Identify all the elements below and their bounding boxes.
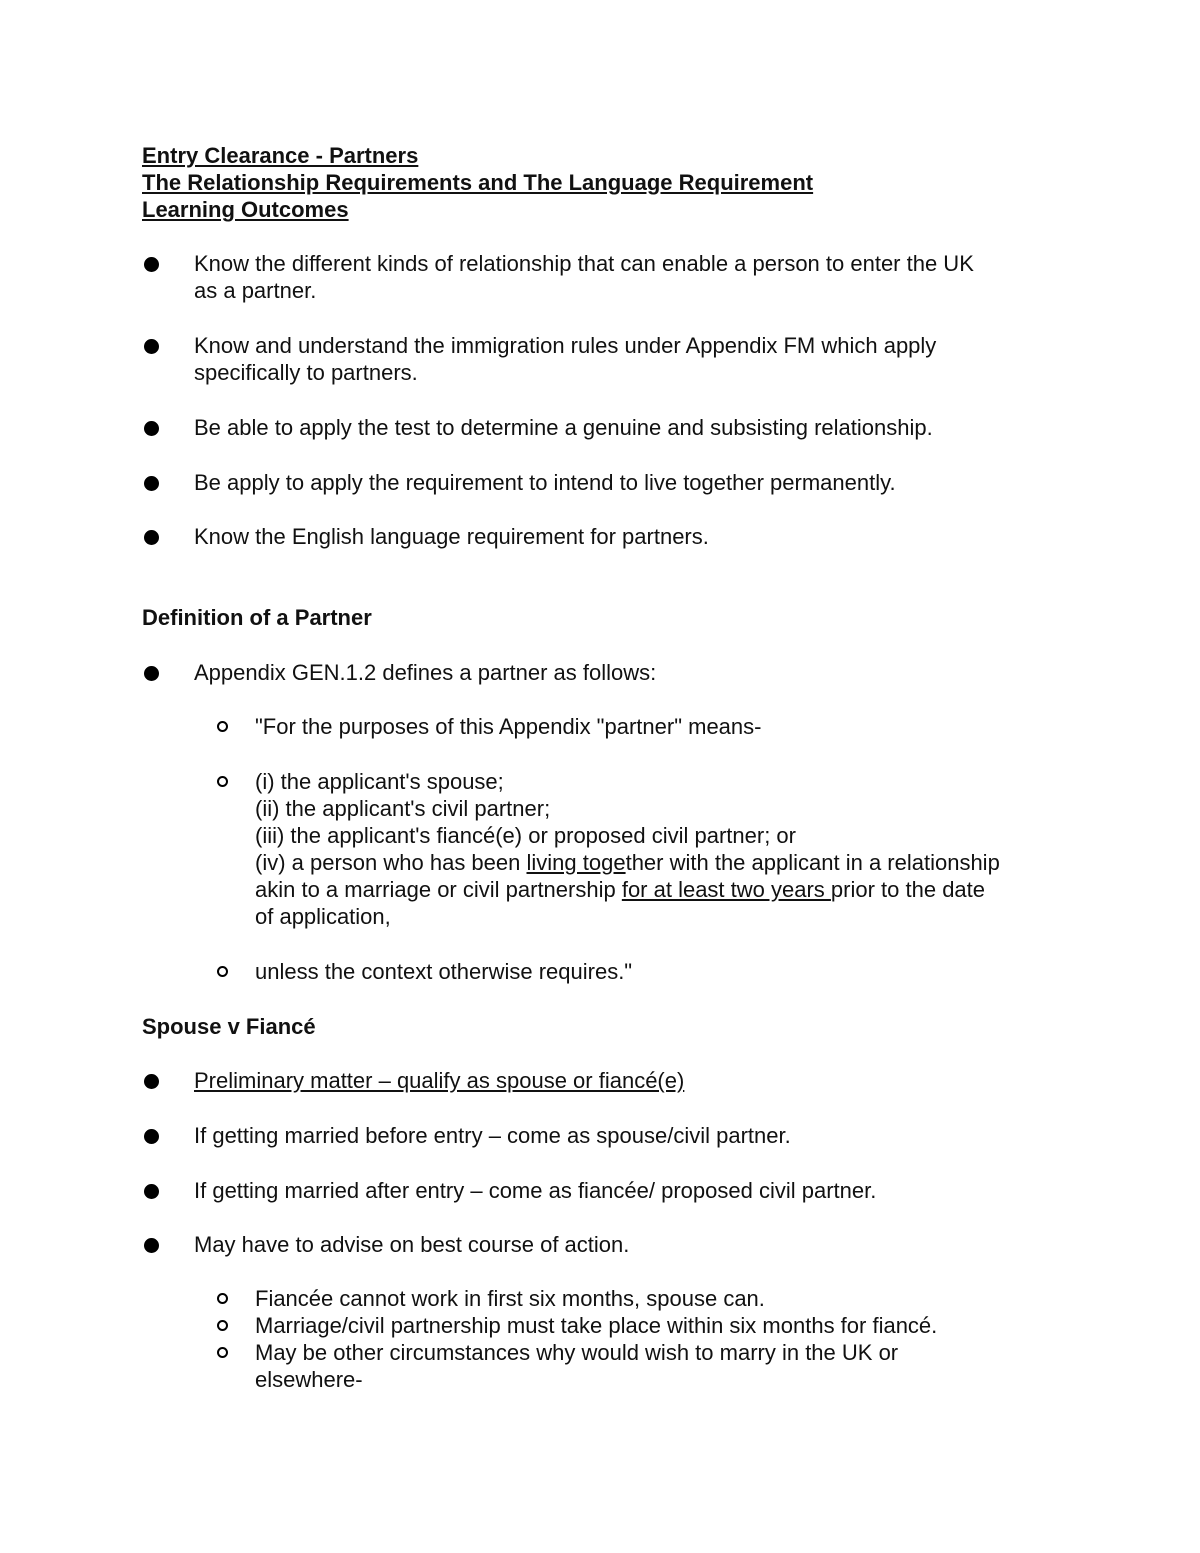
- circle-bullet-icon: [217, 1320, 228, 1331]
- document-page: Entry Clearance - Partners The Relationship Requirements and The Language Requirement Learning Outcomes Know the different kinds of relationship that can enable a person to enter the UK as a partner. Know and understand the immigration rules under Appendix FM which apply specifically to partners. Be able to apply the test to determine a genuine and subsisting relationship. Be apply to apply the requirement to intend to live together permanently. Know the English language requirement for partners. Definition of a Partner Appendix GEN.1.2 defines a partner as follows: "For the purposes of this Appendix "partner" means- (i) the applicant's spouse; (ii) the applicant's civil partner; (iii) the applicant's fiancé(e) or proposed civil partner; or (iv) a person who has been living together with the applicant in a relationship akin to a marriage or civil partnership for at least two years prior to the date of application, unless the context otherwise requires." Spouse v Fiancé Preliminary matter – qualify as spouse or fiancé(e) If getting married before entry – come as spouse/civil partner. If getting married after entry – come as fiancée/ proposed civil partner. May have to advise on best course of action. Fiancée cannot work in first six months, spouse can. Marriage/civil partnership must take place within six months for fiancé. May be other circumstances why would wish to marry in the UK or elsewhere-: [142, 143, 1000, 1392]
- underlined-phrase: for at least two years: [621, 877, 831, 902]
- definition-heading: Definition of a Partner: [142, 605, 372, 630]
- underlined-phrase: living toge: [526, 850, 626, 875]
- bullet-icon: [144, 666, 159, 681]
- bullet-icon: [144, 1184, 159, 1199]
- doc-subtitle: The Relationship Requirements and The Language Requirement: [142, 170, 814, 195]
- bullet-icon: [144, 257, 159, 272]
- circle-bullet-icon: [217, 776, 228, 787]
- doc-title: Entry Clearance - Partners: [142, 143, 419, 168]
- bullet-icon: [144, 1074, 159, 1089]
- spouse-heading: Spouse v Fiancé: [142, 1014, 316, 1039]
- learning-outcomes-heading: Learning Outcomes: [142, 197, 349, 222]
- circle-bullet-icon: [217, 966, 228, 977]
- circle-bullet-icon: [217, 721, 228, 732]
- bullet-icon: [144, 421, 159, 436]
- bullet-icon: [144, 1129, 159, 1144]
- bullet-icon: [144, 1238, 159, 1253]
- bullet-icon: [144, 476, 159, 491]
- bullet-icon: [144, 530, 159, 545]
- bullet-icon: [144, 339, 159, 354]
- circle-bullet-icon: [217, 1347, 228, 1358]
- circle-bullet-icon: [217, 1293, 228, 1304]
